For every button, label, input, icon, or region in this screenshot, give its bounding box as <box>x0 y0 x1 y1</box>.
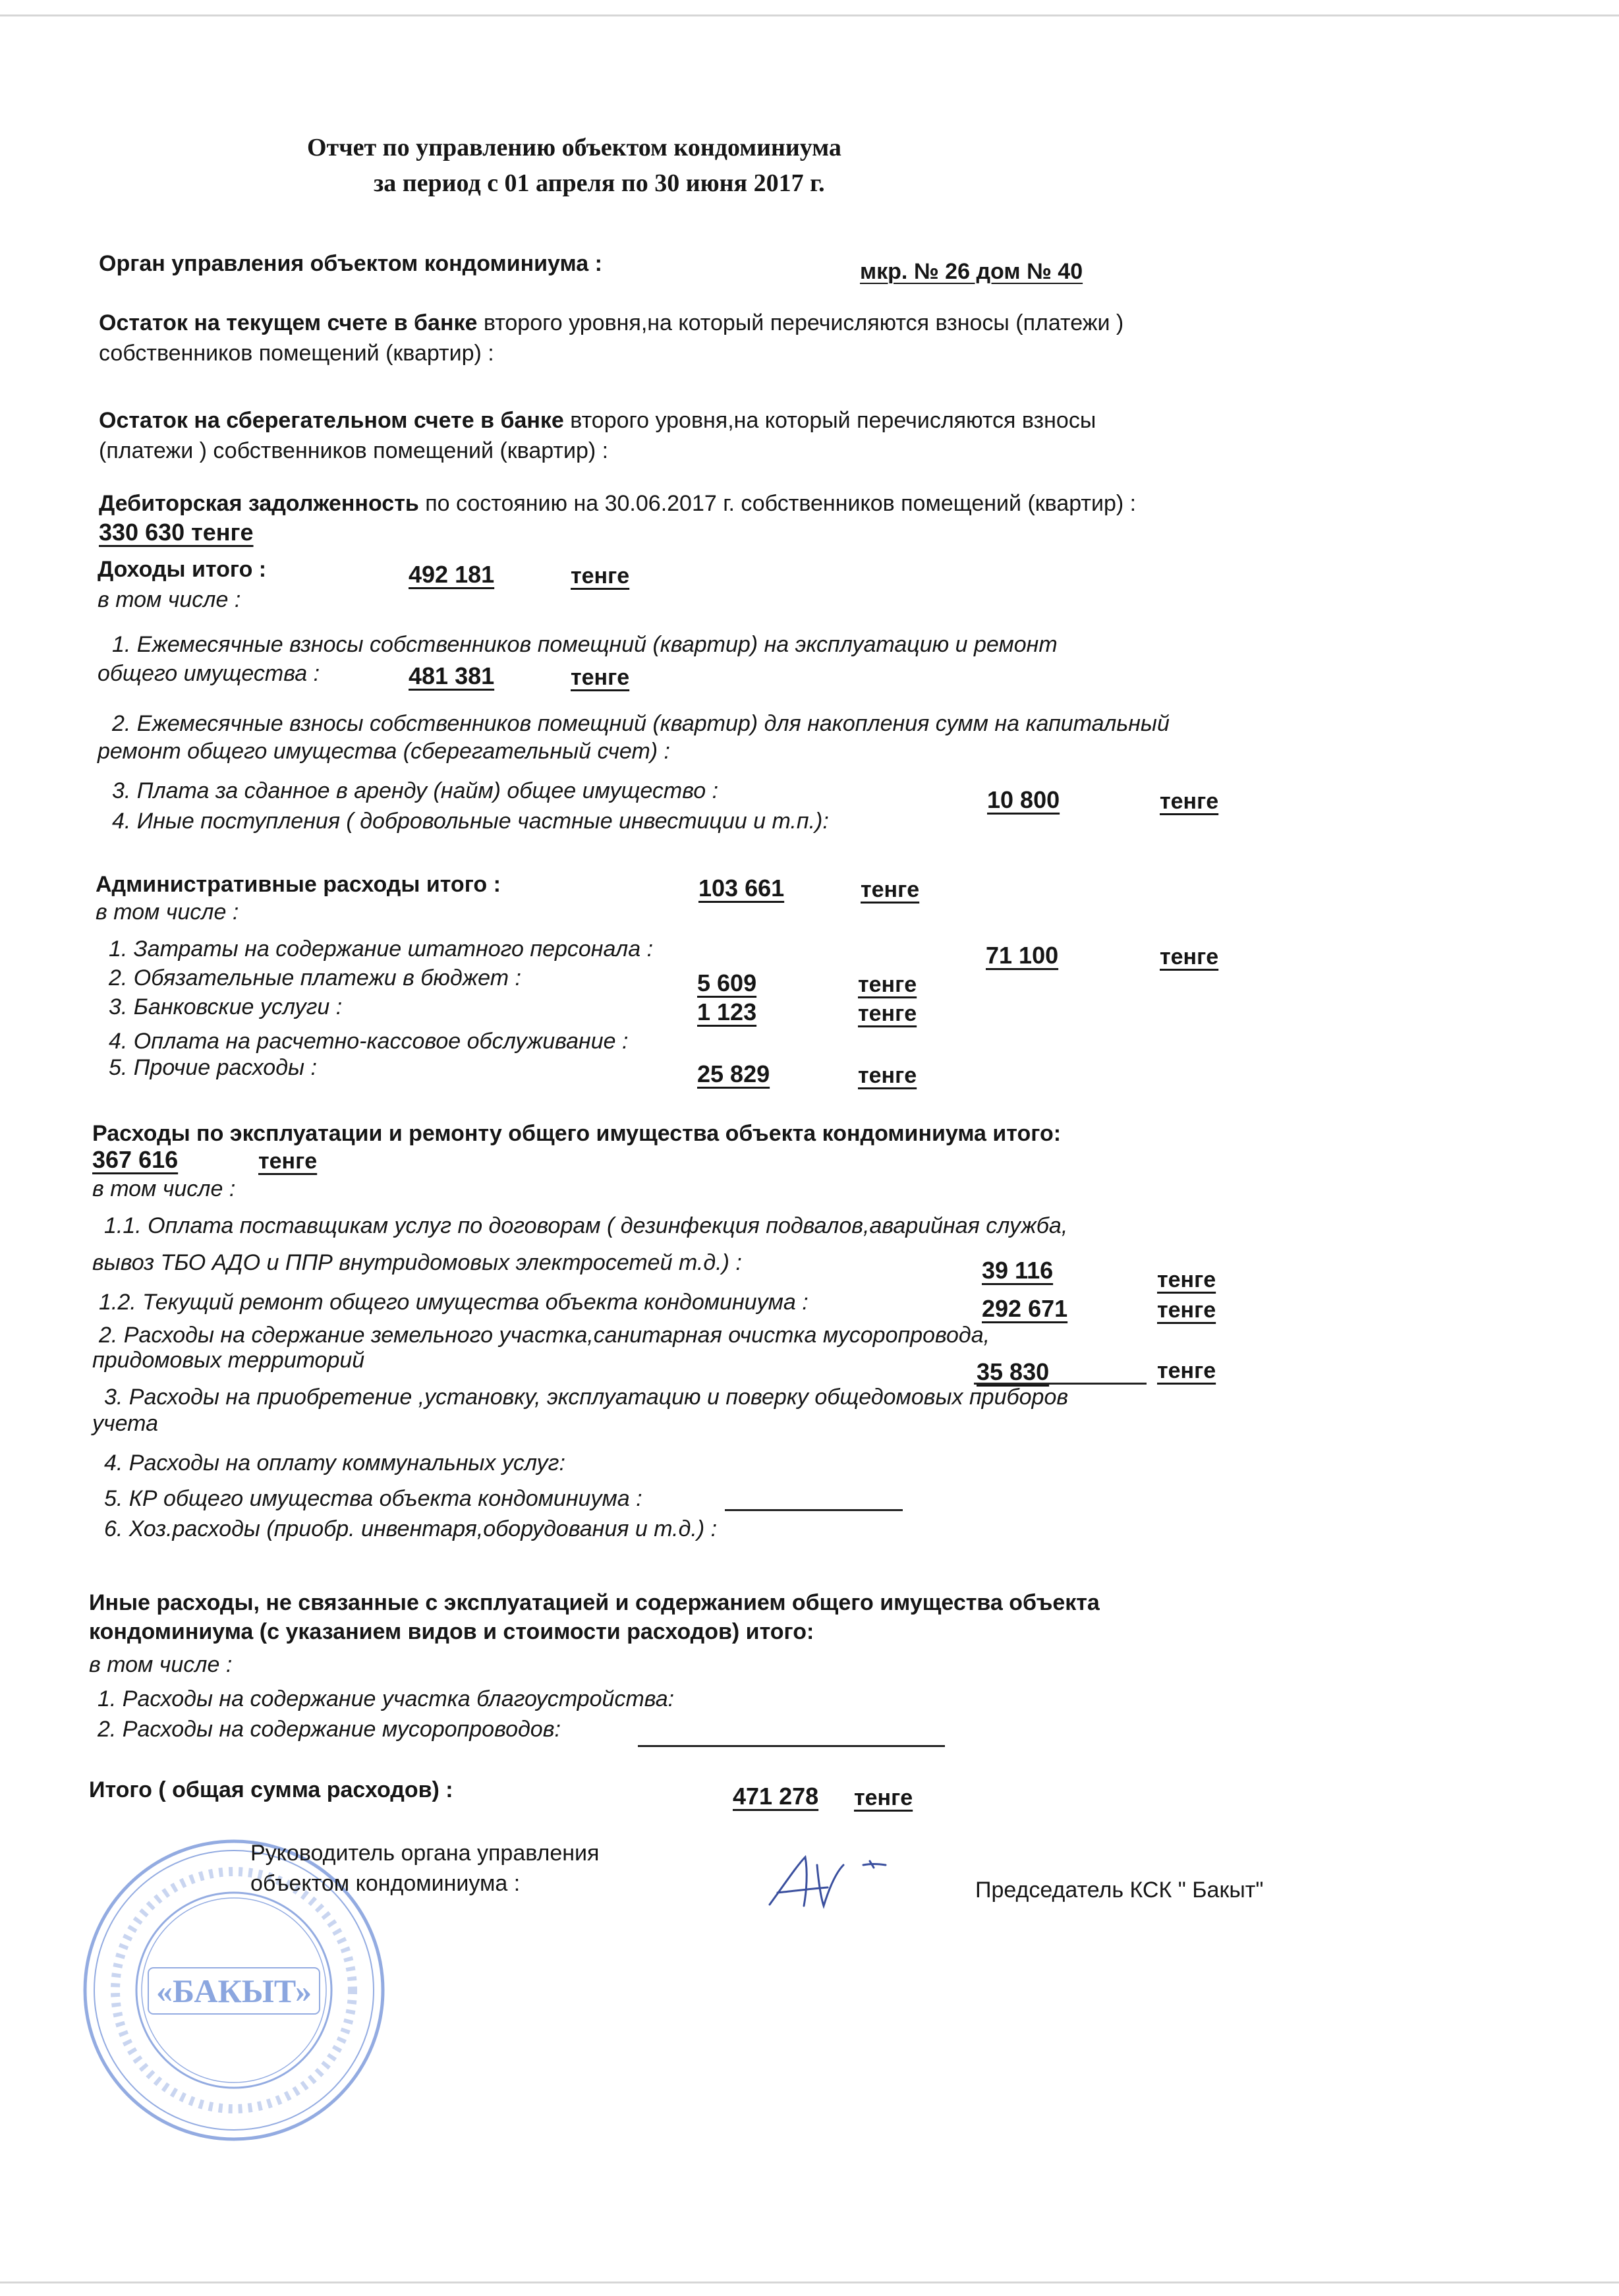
balance-current-rest: второго уровня,на который перечисляются взносы (платежи ) <box>477 310 1124 335</box>
income-item3-unit: тенге <box>1160 789 1219 814</box>
maintenance-item3-line-1: 3. Расходы на приобретение ,установку, эксплуатацию и поверку общедомовых приборов <box>104 1385 1069 1410</box>
income-item1-value: 481 381 <box>409 662 495 689</box>
total-unit: тенге <box>854 1785 913 1810</box>
maintenance-unit: тенге <box>258 1149 318 1174</box>
maintenance-item2-value: 35 830 <box>977 1358 1050 1385</box>
maintenance-item6: 6. Хоз.расходы (приобр. инвентаря,оборудования и т.д.) : <box>104 1516 718 1541</box>
admin-item5-unit: тенге <box>858 1063 917 1088</box>
debt-value: 330 630 тенге <box>99 519 254 546</box>
stamp-center-text: «БАКЫТ» <box>156 1972 312 2009</box>
scan-edge-top <box>0 14 1619 16</box>
income-item2-line-1: 2. Ежемесячные взносы собственников помещний (квартир) для накопления сумм на капитальный <box>112 711 1170 736</box>
other-item1: 1. Расходы на содержание участка благоустройства: <box>98 1686 675 1711</box>
title-line-1: Отчет по управлению объектом кондоминиума <box>307 134 841 161</box>
maintenance-item11-line-1: 1.1. Оплата поставщикам услуг по договорам ( дезинфекция подвалов,аварийная служба, <box>104 1213 1068 1238</box>
maintenance-item12-value: 292 671 <box>982 1295 1068 1322</box>
other-label-line-2: кондоминиума (с указанием видов и стоимости расходов) итого: <box>89 1619 814 1644</box>
maintenance-item3-line-2: учета <box>92 1411 158 1436</box>
total-label: Итого ( общая сумма расходов) : <box>89 1777 453 1802</box>
income-item1-line-2: общего имущества : <box>98 661 320 686</box>
organ-value: мкр. № 26 дом № 40 <box>860 259 1083 284</box>
income-label: Доходы итого : <box>98 557 267 582</box>
admin-value: 103 661 <box>698 875 785 902</box>
maintenance-incl: в том числе : <box>92 1176 236 1201</box>
admin-item5: 5. Прочие расходы : <box>109 1055 317 1080</box>
debt-rest: по состоянию на 30.06.2017 г. собственников помещений (квартир) : <box>418 491 1137 516</box>
maintenance-item12: 1.2. Текущий ремонт общего имущества объекта кондоминиума : <box>99 1290 809 1315</box>
handwritten-signature <box>764 1845 896 1918</box>
maintenance-item11-value: 39 116 <box>982 1257 1054 1284</box>
admin-item1-value: 71 100 <box>986 942 1059 969</box>
title-line-2: за период с 01 апреля по 30 июня 2017 г. <box>374 169 825 197</box>
admin-item2: 2. Обязательные платежи в бюджет : <box>109 965 521 990</box>
maintenance-item4: 4. Расходы на оплату коммунальных услуг: <box>104 1450 565 1476</box>
maintenance-item2-line-1: 2. Расходы на сдержание земельного участка,санитарная очистка мусоропровода, <box>99 1323 990 1348</box>
admin-item3-value: 1 123 <box>697 998 757 1025</box>
admin-item1-unit: тенге <box>1160 944 1219 969</box>
other-item2: 2. Расходы на содержание мусоропроводов: <box>98 1717 561 1742</box>
income-item1-line-1: 1. Ежемесячные взносы собственников помещний (квартир) на эксплуатацию и ремонт <box>112 632 1058 657</box>
scan-edge-bottom <box>0 2282 1619 2283</box>
income-item1-unit: тенге <box>571 665 630 690</box>
maintenance-item11-line-2: вывоз ТБО АДО и ППР внутридомовых электросетей т.д.) : <box>92 1250 742 1275</box>
income-item2-line-2: ремонт общего имущества (сберегательный счет) : <box>98 739 670 764</box>
admin-item4: 4. Оплата на расчетно-кассовое обслуживание : <box>109 1029 629 1054</box>
maintenance-item5-blank <box>725 1509 903 1511</box>
balance-current-bold: Остаток на текущем счете в банке <box>99 310 478 335</box>
income-value: 492 181 <box>409 561 495 588</box>
debt-line <box>99 490 1136 517</box>
organ-label: Орган управления объектом кондоминиума : <box>99 251 602 276</box>
balance-savings-bold: Остаток на сберегательном счете в банке <box>99 408 564 433</box>
balance-current-line-1 <box>99 310 1123 336</box>
balance-current-line-2: собственников помещений (квартир) : <box>99 341 494 366</box>
other-item2-blank <box>638 1745 945 1747</box>
maintenance-item5: 5. КР общего имущества объекта кондоминиума : <box>104 1486 642 1511</box>
income-item3-value: 10 800 <box>987 786 1060 813</box>
maintenance-item2-unit: тенге <box>1157 1358 1216 1383</box>
maintenance-item11-unit: тенге <box>1157 1267 1216 1292</box>
admin-item3-unit: тенге <box>858 1001 917 1026</box>
other-label-line-1: Иные расходы, не связанные с эксплуатацией и содержанием общего имущества объекта <box>89 1590 1100 1615</box>
signature-head-line-1: Руководитель органа управления <box>250 1841 600 1866</box>
other-incl: в том числе : <box>89 1652 233 1677</box>
income-unit: тенге <box>571 563 630 588</box>
maintenance-item2-line-2: придомовых территорий <box>92 1348 365 1373</box>
debt-bold: Дебиторская задолженность <box>99 491 419 516</box>
maintenance-value: 367 616 <box>92 1146 179 1173</box>
admin-item5-value: 25 829 <box>697 1060 770 1087</box>
admin-incl: в том числе : <box>96 900 239 925</box>
maintenance-item12-unit: тенге <box>1157 1298 1216 1323</box>
admin-unit: тенге <box>861 877 920 902</box>
signature-head-line-2: объектом кондоминиума : <box>250 1871 521 1896</box>
income-item3: 3. Плата за сданное в аренду (найм) общее имущество : <box>112 778 719 803</box>
maintenance-label: Расходы по эксплуатации и ремонту общего имущества объекта кондоминиума итого: <box>92 1121 1062 1146</box>
balance-savings-line-1 <box>99 407 1096 434</box>
admin-item1: 1. Затраты на содержание штатного персонала : <box>109 936 654 961</box>
admin-label: Административные расходы итого : <box>96 872 501 897</box>
balance-savings-rest: второго уровня,на который перечисляются взносы <box>563 408 1096 433</box>
admin-item2-value: 5 609 <box>697 969 757 996</box>
balance-savings-line-2: (платежи ) собственников помещений (квартир) : <box>99 438 609 463</box>
income-item4: 4. Иные поступления ( добровольные частные инвестиции и т.п.): <box>112 809 829 834</box>
admin-item2-unit: тенге <box>858 972 917 997</box>
total-value: 471 278 <box>733 1783 819 1810</box>
income-incl: в том числе : <box>98 587 241 612</box>
admin-item3: 3. Банковские услуги : <box>109 994 343 1019</box>
signature-chair: Председатель КСК " Бакыт" <box>975 1878 1264 1903</box>
